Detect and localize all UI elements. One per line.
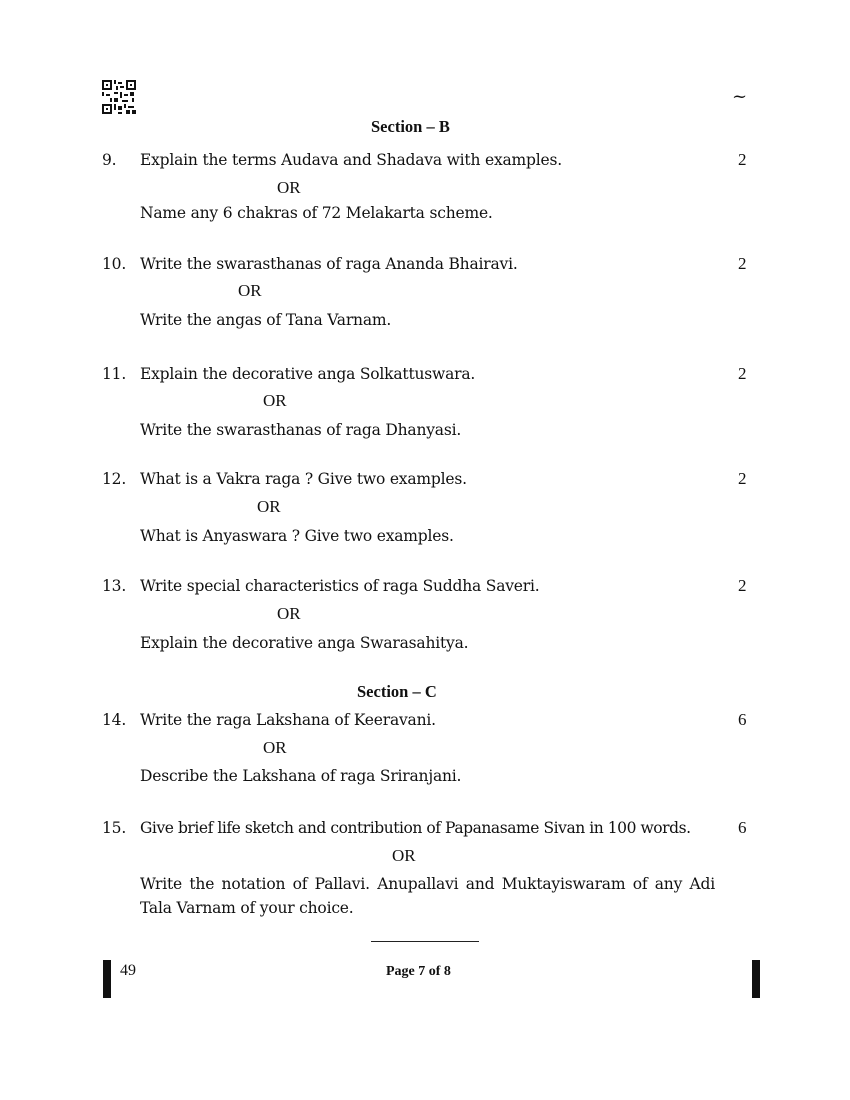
or-separator: OR <box>277 178 301 197</box>
question-marks: 2 <box>738 150 747 169</box>
question-number: 13. <box>102 577 127 595</box>
question-text: Write special characteristics of raga Suddha Saveri. <box>140 577 540 595</box>
question-alternative: Describe the Lakshana of raga Sriranjani. <box>140 767 462 785</box>
question-number: 9. <box>102 151 117 169</box>
or-separator: OR <box>263 391 287 410</box>
question-marks: 6 <box>738 818 747 837</box>
question-alternative: Name any 6 chakras of 72 Melakarta scheme. <box>140 204 493 222</box>
or-separator: OR <box>277 604 301 623</box>
page-number: Page 7 of 8 <box>386 964 451 979</box>
question-marks: 2 <box>738 576 747 595</box>
question-marks: 2 <box>738 364 747 383</box>
question-number: 12. <box>102 470 127 488</box>
question-alternative: Write the angas of Tana Varnam. <box>140 311 392 329</box>
qr-code-icon <box>102 80 136 114</box>
question-marks: 6 <box>738 710 747 729</box>
question-marks: 2 <box>738 469 747 488</box>
question-text: Explain the decorative anga Solkattuswara. <box>140 365 476 383</box>
right-margin-bar <box>752 960 760 998</box>
question-text: What is a Vakra raga ? Give two examples. <box>140 470 467 488</box>
or-separator: OR <box>392 846 416 865</box>
question-text: Explain the terms Audava and Shadava with examples. <box>140 151 562 169</box>
question-alternative: What is Anyaswara ? Give two examples. <box>140 527 454 545</box>
question-marks: 2 <box>738 254 747 273</box>
question-alternative: Explain the decorative anga Swarasahitya. <box>140 634 469 652</box>
question-number: 10. <box>102 255 127 273</box>
section-b-title: Section – B <box>371 117 450 136</box>
section-c-title: Section – C <box>357 682 437 701</box>
question-text: Write the swarasthanas of raga Ananda Bhairavi. <box>140 255 518 273</box>
paper-code: 49 <box>120 962 136 979</box>
question-alternative: Write the notation of Pallavi. Anupallavi and Muktayiswaram of any Adi Tala Varnam of your choice. <box>140 875 715 917</box>
question-number: 14. <box>102 711 127 729</box>
corner-mark: ~ <box>732 86 748 107</box>
question-text: Give brief life sketch and contribution of Papanasame Sivan in 100 words. <box>140 819 691 837</box>
or-separator: OR <box>263 738 287 757</box>
question-text: Write the raga Lakshana of Keeravani. <box>140 711 436 729</box>
left-margin-bar <box>103 960 111 998</box>
question-alternative: Write the swarasthanas of raga Dhanyasi. <box>140 421 462 439</box>
end-rule <box>371 941 479 942</box>
or-separator: OR <box>238 281 262 300</box>
or-separator: OR <box>257 497 281 516</box>
question-number: 15. <box>102 819 127 837</box>
question-number: 11. <box>102 365 127 383</box>
